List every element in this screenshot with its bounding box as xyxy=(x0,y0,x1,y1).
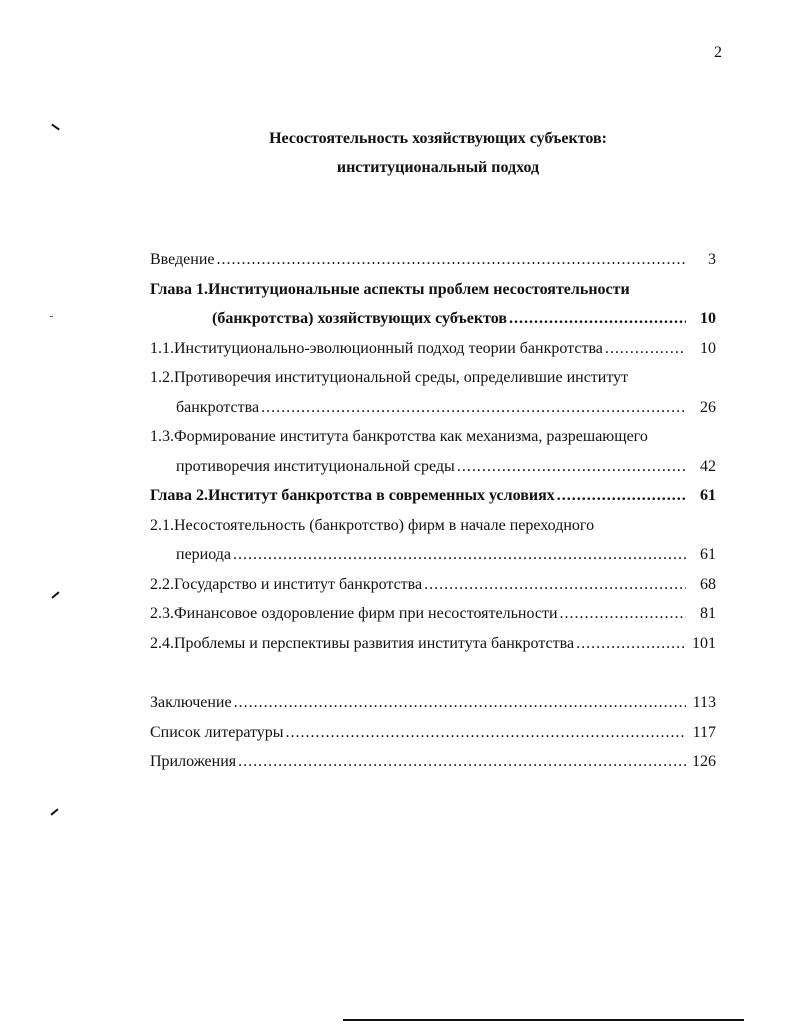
toc-entry-chapter1-line1[interactable] xyxy=(150,275,716,305)
toc-leader xyxy=(261,393,686,423)
toc-label: банкротства xyxy=(176,398,260,416)
toc-leader xyxy=(605,334,686,364)
toc-page: 126 xyxy=(692,753,716,770)
toc-entry-appendices[interactable] xyxy=(150,747,716,777)
toc-entry-2-1-line1[interactable] xyxy=(150,511,716,541)
toc-leader xyxy=(234,688,686,718)
toc-label: 1.1.Институционально-эволюционный подход теории банкротства xyxy=(150,339,603,357)
toc-spacer xyxy=(150,658,716,688)
toc-label: противоречия институциональной среды xyxy=(176,457,455,475)
scan-mark xyxy=(50,316,53,317)
toc-label: Список литературы xyxy=(150,723,284,741)
toc-entry-2-3[interactable] xyxy=(150,599,716,629)
title-line-2: институциональный подход xyxy=(336,159,540,176)
scan-mark xyxy=(50,808,58,815)
toc-leader xyxy=(560,599,686,629)
toc-entry-conclusion[interactable] xyxy=(150,688,716,718)
toc-entry-1-3-line2[interactable] xyxy=(150,452,716,482)
toc-label: 2.4.Проблемы и перспективы развития института банкротства xyxy=(150,634,575,652)
toc-entry-chapter1-line2[interactable] xyxy=(150,304,716,334)
toc-leader xyxy=(424,570,686,600)
toc-leader xyxy=(576,629,686,659)
toc-label: 2.1.Несостоятельность (банкротство) фирм в начале переходного xyxy=(150,516,595,534)
toc-entry-2-2[interactable] xyxy=(150,570,716,600)
toc-label: Глава 2.Институт банкротства в современных условиях xyxy=(150,487,555,504)
toc-label: 2.2.Государство и институт банкротства xyxy=(150,575,423,593)
toc-entry-1-2-line2[interactable] xyxy=(150,393,716,423)
toc-page: 101 xyxy=(692,634,716,652)
toc-label: 1.3.Формирование института банкротства как механизма, разрешающего xyxy=(150,428,648,445)
toc-page: 81 xyxy=(700,605,716,622)
toc-label: Глава 1.Институциональные аспекты проблем несостоятельности xyxy=(150,280,630,298)
toc-leader xyxy=(509,304,686,334)
page-number: 2 xyxy=(714,44,722,61)
table-of-contents xyxy=(150,245,716,777)
toc-leader xyxy=(286,718,686,748)
toc-page: 68 xyxy=(700,575,716,593)
toc-entry-chapter2[interactable] xyxy=(150,481,716,511)
toc-entry-references[interactable] xyxy=(150,718,716,748)
toc-leader xyxy=(217,245,687,275)
toc-entry-1-3-line1[interactable] xyxy=(150,422,716,452)
toc-page: 3 xyxy=(708,251,716,268)
toc-page: 61 xyxy=(700,546,716,563)
toc-label: 2.3.Финансовое оздоровление фирм при несостоятельности xyxy=(150,605,558,622)
toc-page: 117 xyxy=(692,723,716,741)
toc-page: 10 xyxy=(700,310,716,327)
toc-page: 61 xyxy=(700,487,716,504)
toc-leader xyxy=(557,481,686,511)
toc-label: (банкротства) хозяйствующих субъектов xyxy=(212,310,507,327)
toc-page: 42 xyxy=(700,457,716,475)
toc-entry-2-1-line2[interactable] xyxy=(150,540,716,570)
title-line-1: Несостоятельность хозяйствующих субъектов: xyxy=(269,130,607,147)
toc-label: периода xyxy=(176,546,232,563)
toc-label: Приложения xyxy=(150,753,237,770)
toc-page: 113 xyxy=(692,694,716,711)
toc-leader xyxy=(238,747,686,777)
scan-mark xyxy=(51,591,59,598)
toc-page: 10 xyxy=(700,339,716,357)
toc-entry-2-4[interactable] xyxy=(150,629,716,659)
toc-entry-1-1[interactable] xyxy=(150,334,716,364)
toc-entry-1-2-line1[interactable] xyxy=(150,363,716,393)
toc-label: 1.2.Противоречия институциональной среды, определившие институт xyxy=(150,369,629,386)
bottom-rule xyxy=(343,1019,744,1021)
toc-leader xyxy=(233,540,686,570)
toc-label: Заключение xyxy=(150,694,232,711)
toc-label: Введение xyxy=(150,251,215,268)
toc-entry-intro[interactable] xyxy=(150,245,716,275)
toc-leader xyxy=(457,452,686,482)
toc-page: 26 xyxy=(700,398,716,416)
